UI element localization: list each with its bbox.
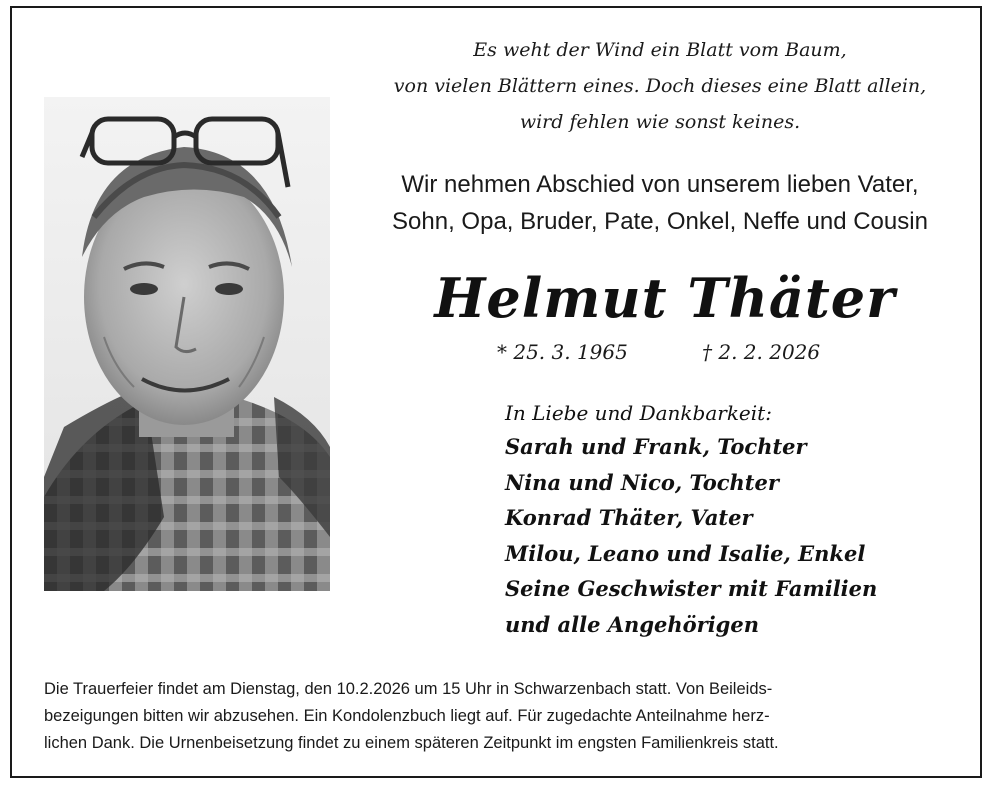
poem-line: Es weht der Wind ein Blatt vom Baum, xyxy=(473,39,847,61)
death-date: † 2. 2. 2026 xyxy=(702,340,821,364)
funeral-notice xyxy=(44,676,964,757)
birth-date: * 25. 3. 1965 xyxy=(497,340,628,364)
notice-line: lichen Dank. Die Urnenbeisetzung findet zu einem späteren Zeitpunkt im engsten Familienkreis statt. xyxy=(44,734,779,752)
poem-line: wird fehlen wie sonst keines. xyxy=(519,111,801,133)
mourner-entry: Seine Geschwister mit Familien xyxy=(505,576,878,601)
notice-line: bezeigungen bitten wir abzusehen. Ein Kondolenzbuch liegt auf. Für zugedachte Anteilnahme herz- xyxy=(44,707,770,725)
mourner-entry: Milou, Leano und Isalie, Enkel xyxy=(505,540,866,566)
farewell-line: Wir nehmen Abschied von unserem lieben Vater, xyxy=(401,171,919,198)
poem xyxy=(340,32,980,140)
notice-line: Die Trauerfeier findet am Dienstag, den 10.2.2026 um 15 Uhr in Schwarzenbach statt. Von Beileids- xyxy=(44,680,773,698)
farewell-line: Sohn, Opa, Bruder, Pate, Onkel, Neffe und Cousin xyxy=(392,208,928,235)
mourners-intro: In Liebe und Dankbarkeit: xyxy=(505,401,772,425)
mourner-entry: Sarah und Frank, Tochter xyxy=(505,434,807,459)
portrait-photo xyxy=(44,97,330,591)
mourner-entry: und alle Angehörigen xyxy=(505,611,759,637)
mourner-entry: Nina und Nico, Tochter xyxy=(505,469,779,495)
poem-line: von vielen Blättern eines. Doch dieses eine Blatt allein, xyxy=(393,75,927,97)
mourner-entry: Konrad Thäter, Vater xyxy=(505,505,753,530)
deceased-name: Helmut Thäter xyxy=(434,266,896,330)
farewell-text xyxy=(340,166,980,240)
mourners-list xyxy=(505,397,985,642)
